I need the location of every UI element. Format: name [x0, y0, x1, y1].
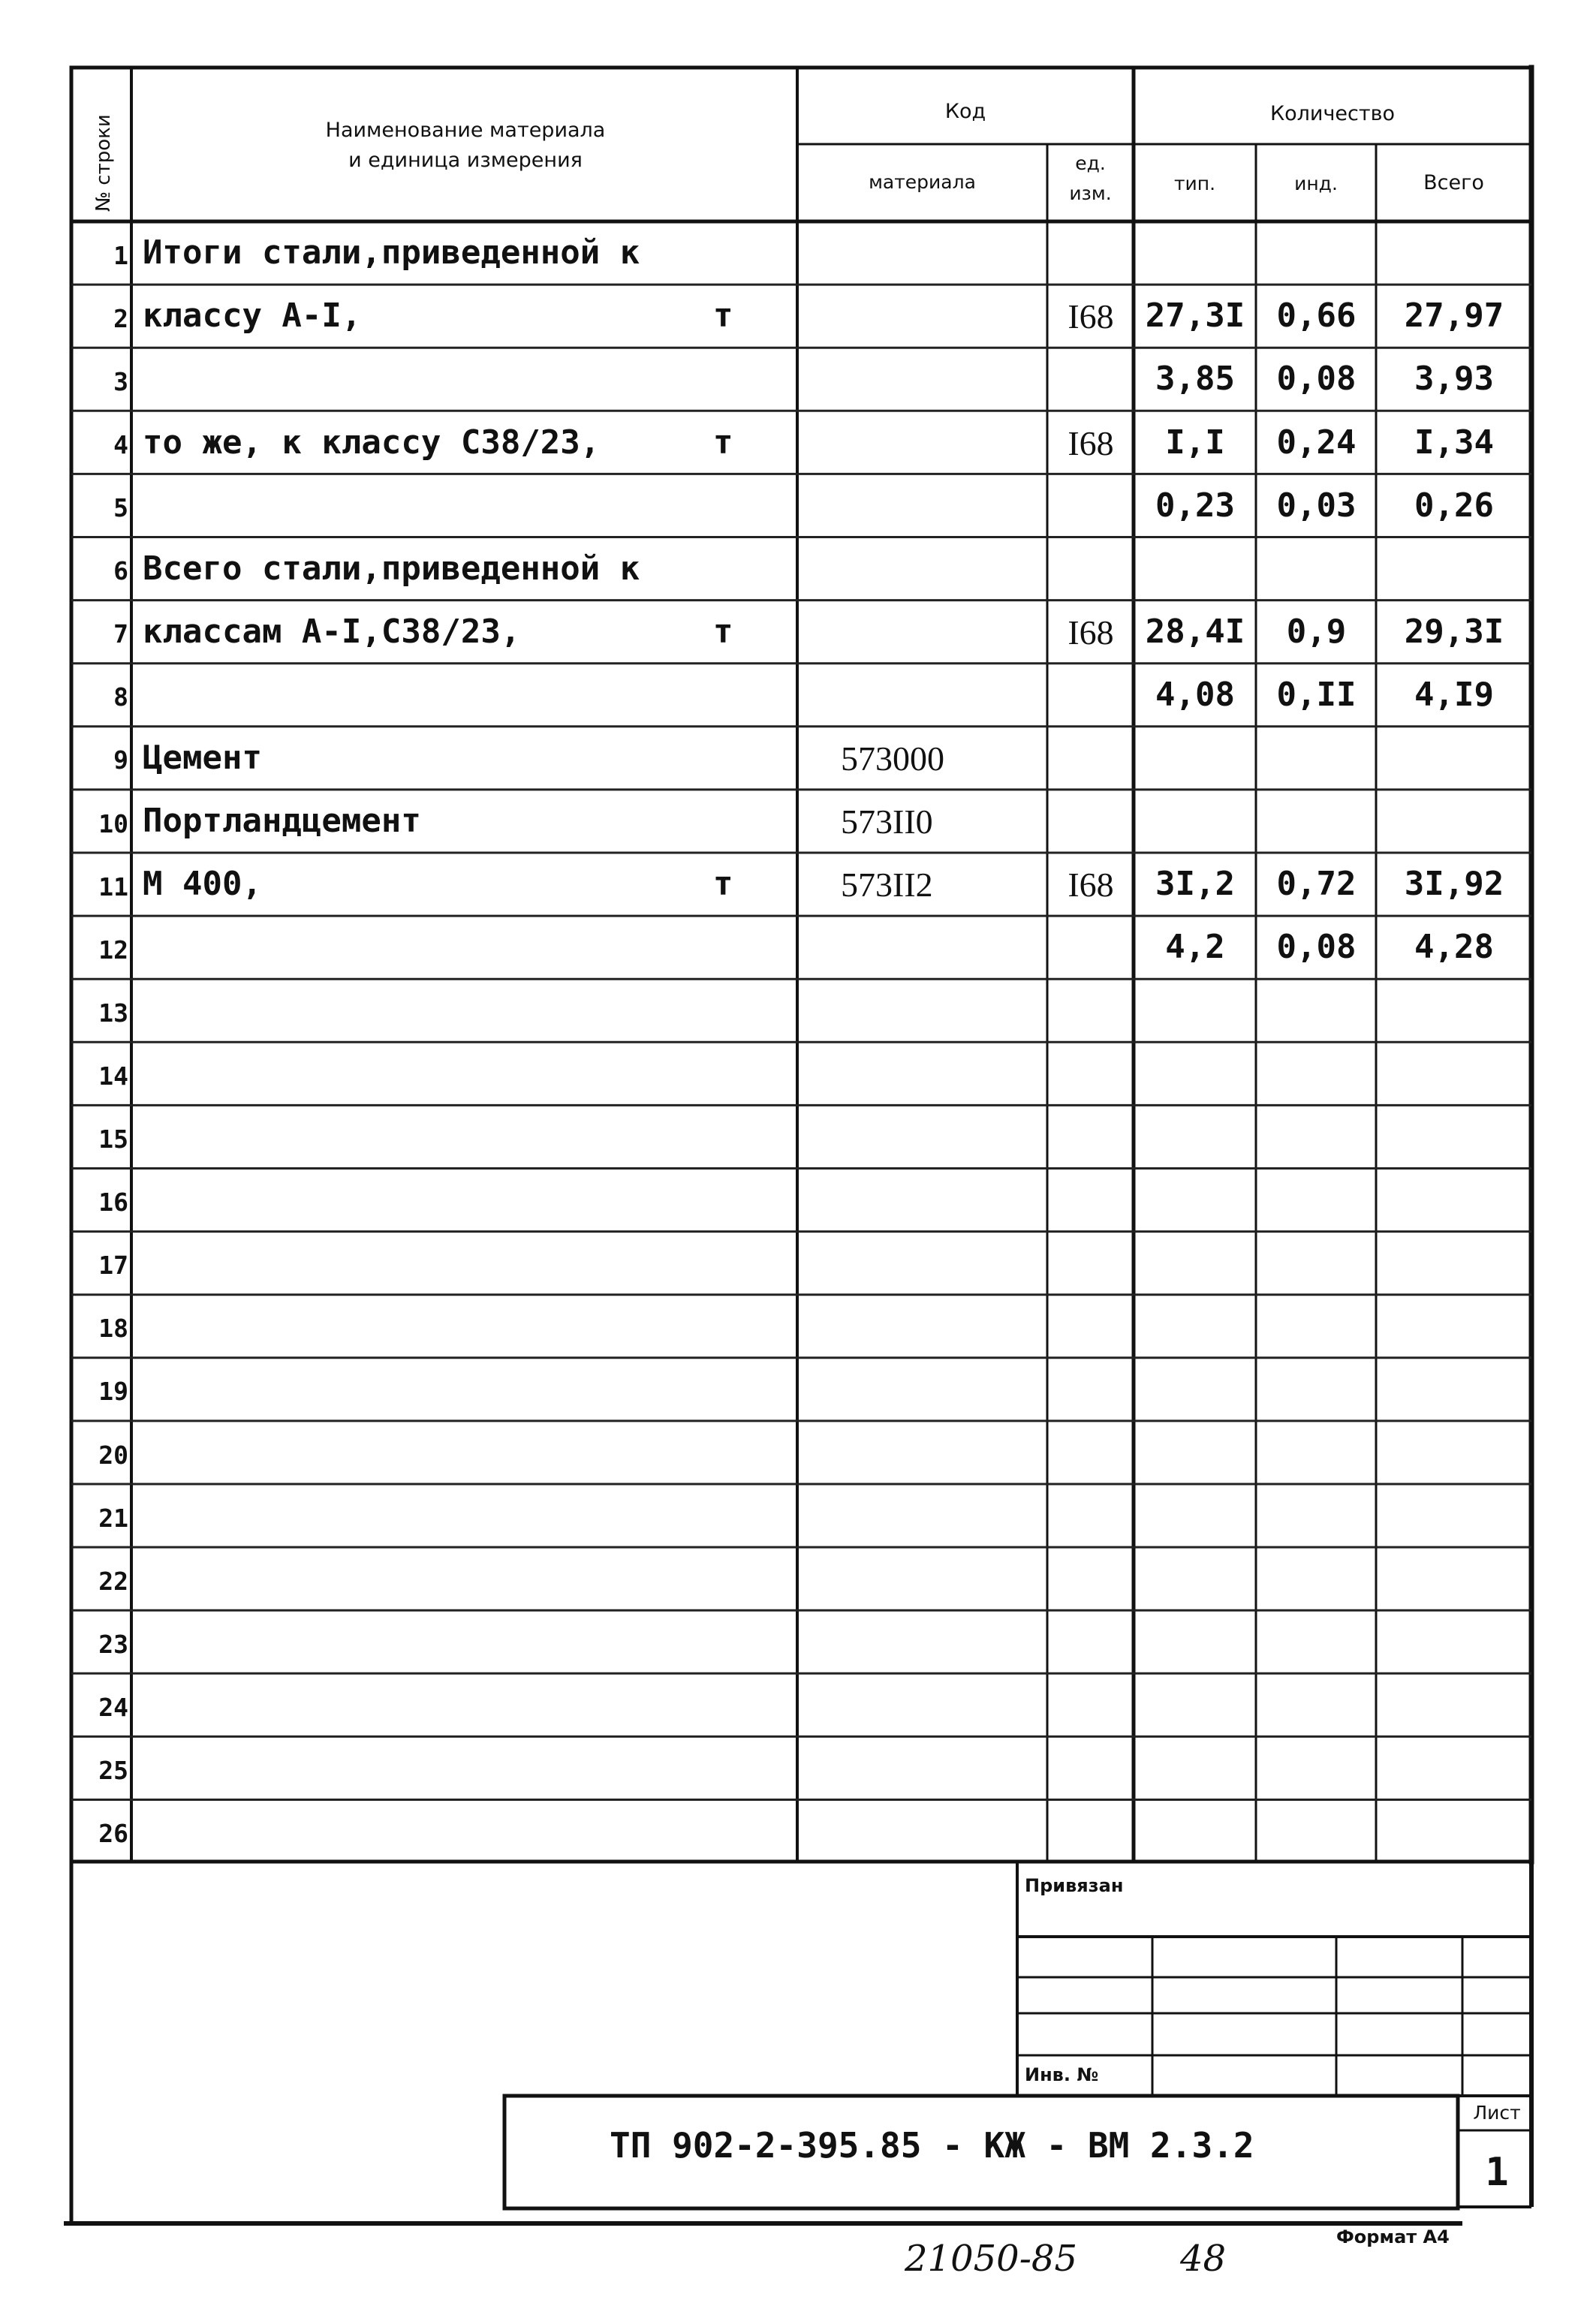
cell-name: классу А-I, — [143, 297, 362, 336]
inventory-number-label: Инв. № — [1025, 2064, 1099, 2085]
row-number: 7 — [113, 619, 128, 649]
row-number: 24 — [98, 1692, 128, 1722]
cell-ind: 0,72 — [1276, 865, 1357, 904]
cell-ind: 0,08 — [1276, 360, 1357, 399]
cell-ind: 0,08 — [1276, 928, 1357, 967]
row-number: 19 — [98, 1377, 128, 1407]
quantity-group-header: Количество — [1269, 102, 1396, 125]
row-number: 21 — [98, 1503, 128, 1533]
cell-unit: т — [713, 423, 733, 462]
row-number: 8 — [113, 682, 128, 712]
cell-total: 4,I9 — [1414, 675, 1494, 714]
qty-total-header: Всего — [1423, 171, 1484, 194]
page-number: 48 — [1180, 2238, 1227, 2280]
cell-total: I,34 — [1414, 423, 1494, 462]
cell-typ: 27,3I — [1145, 297, 1245, 336]
row-number: 13 — [98, 998, 128, 1028]
cell-name: Портландцемент — [143, 802, 421, 841]
row-number-header: № строки — [92, 114, 115, 212]
row-number: 10 — [98, 808, 128, 838]
cell-typ: 3,85 — [1155, 360, 1235, 399]
row-number: 22 — [98, 1566, 128, 1596]
cell-uc: I68 — [1068, 866, 1114, 905]
cell-total: 27,97 — [1404, 297, 1504, 336]
row-number: 15 — [98, 1124, 128, 1154]
document-code: ТП 902-2-395.85 - КЖ - ВМ 2.3.2 — [610, 2125, 1254, 2166]
cell-name: Цемент — [143, 739, 262, 777]
cell-uc: I68 — [1068, 613, 1114, 652]
sheet-number: 1 — [1485, 2150, 1509, 2195]
cell-typ: 4,2 — [1165, 928, 1225, 967]
row-number: 18 — [98, 1314, 128, 1344]
row-number: 17 — [98, 1251, 128, 1281]
cell-typ: 0,23 — [1155, 486, 1235, 525]
cell-code: 573000 — [841, 739, 944, 778]
row-number: 20 — [98, 1440, 128, 1470]
cell-typ: 4,08 — [1155, 675, 1235, 714]
row-number: 14 — [98, 1061, 128, 1091]
cell-uc: I68 — [1068, 297, 1114, 336]
qty-typical-header: тип. — [1173, 173, 1216, 194]
cell-total: 0,26 — [1414, 486, 1494, 525]
code-group-header: Код — [944, 100, 986, 123]
row-number: 5 — [113, 493, 128, 522]
row-number: 2 — [113, 303, 128, 333]
name-column-header-line2: и единица измерения — [348, 149, 583, 172]
unit-code-header-line1: ед. — [1075, 152, 1106, 174]
row-number: 3 — [113, 366, 128, 396]
row-number: 9 — [113, 745, 128, 775]
cell-total: 29,3I — [1404, 612, 1504, 651]
format-label: Формат А4 — [1336, 2226, 1450, 2247]
row-number: 11 — [98, 872, 128, 902]
row-number: 26 — [98, 1819, 128, 1849]
name-column-header-line1: Наименование материала — [325, 119, 606, 142]
cell-ind: 0,24 — [1276, 423, 1357, 462]
sheet-label: Лист — [1473, 2102, 1521, 2124]
row-number: 25 — [98, 1756, 128, 1785]
cell-typ: 28,4I — [1145, 612, 1245, 651]
archive-number: 21050-85 — [905, 2238, 1077, 2280]
cell-name: то же, к классу С38/23, — [143, 423, 601, 462]
row-number: 6 — [113, 556, 128, 586]
cell-code: 573II2 — [841, 866, 933, 905]
row-number: 23 — [98, 1629, 128, 1659]
qty-individual-header: инд. — [1294, 173, 1338, 194]
cell-typ: 3I,2 — [1155, 865, 1235, 904]
cell-unit: т — [713, 865, 733, 904]
cell-ind: 0,66 — [1276, 297, 1357, 336]
cell-unit: т — [713, 297, 733, 336]
cell-name: М 400, — [143, 865, 262, 904]
cell-total: 3I,92 — [1404, 865, 1504, 904]
cell-ind: 0,03 — [1276, 486, 1357, 525]
material-code-header: материала — [869, 171, 976, 193]
unit-code-header-line2: изм. — [1069, 182, 1112, 204]
cell-uc: I68 — [1068, 423, 1114, 462]
cell-unit: т — [713, 612, 733, 651]
cell-ind: 0,9 — [1286, 612, 1347, 651]
row-number: 1 — [113, 240, 128, 270]
cell-name: Итоги стали,приведенной к — [143, 233, 640, 272]
cell-ind: 0,II — [1276, 675, 1357, 714]
cell-total: 3,93 — [1414, 360, 1494, 399]
row-number: 4 — [113, 429, 128, 459]
cell-name: Всего стали,приведенной к — [143, 549, 640, 588]
cell-code: 573II0 — [841, 802, 933, 841]
cell-total: 4,28 — [1414, 928, 1494, 967]
row-number: 16 — [98, 1188, 128, 1218]
row-number: 12 — [98, 935, 128, 965]
attached-label: Привязан — [1025, 1875, 1124, 1896]
cell-name: классам А-I,С38/23, — [143, 612, 521, 651]
cell-typ: I,I — [1165, 423, 1225, 462]
